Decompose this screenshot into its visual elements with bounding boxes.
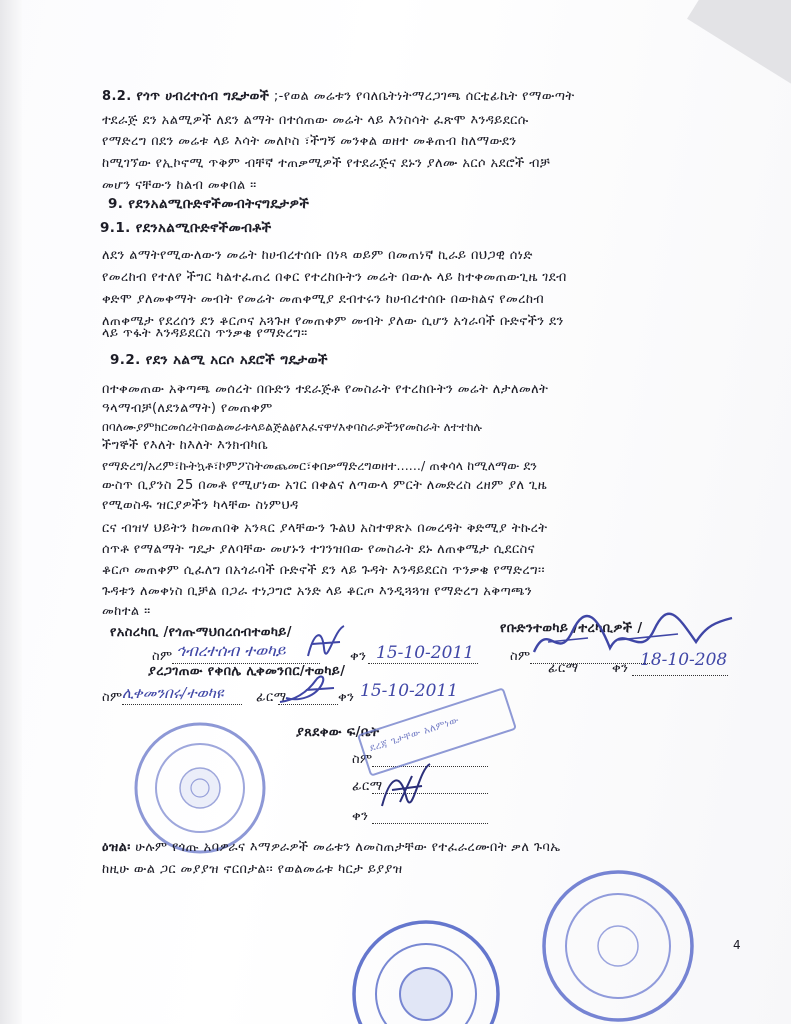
sec-9-2-para2-line-2: ሰጥቶ የማልማት ግዴታ ያለባቸው መሆኑን ተገንዝበው የመስራት ደኑ ለጠቀሜታ ሲደርስና — [102, 542, 535, 557]
right-date-line — [632, 675, 728, 676]
sec-9-2-line-5: የማድረግ/አረም፣ኩትኳቶ፣ኮምፖስትመጨመር፣ቀበቃማድረግወዘተ....../ ጠቀሳላ ከሚለማው ደን — [102, 458, 537, 473]
verifier-title: ያረጋገጠው የቀበሌ ሊቀመንበር/ተወካይ/ — [148, 664, 346, 679]
court-stamp-text: ደረጃ ጌታቸው አለምነው — [368, 714, 461, 755]
verifier-date-label: ቀን — [338, 690, 355, 705]
sec-9-1-line-3: ቀድሞ ያለመቀማት መብት የመሬት መጠቀሚያ ደብተሩን ከሀብረተሰቡ በውክልና የመረከብ — [102, 292, 545, 307]
verifier-name-label: ስም — [102, 690, 123, 705]
sec-9-2-heading: 9.2. የደን አልሚ አርሶ አደሮች ግዴታወች — [110, 352, 328, 368]
sec-9-2-para2-line-3: ቆርጦ መጠቀም ሲፈለግ በአጎራባች ቡድኖች ደን ላይ ጉዳት እንዳይደርስ ጥንቃቄ የማድረግ፡፡ — [102, 563, 545, 578]
right-signatory-title: የቡድንተወካይ /ተረካቢዎች / — [500, 621, 643, 636]
sec-9-2-line-6: ውስጥ ቢያንስ 25 በመቶ የሚሆነው አገር በቀልና ለጣውላ ምርት ለመድረስ ረዘም ያለ ጊዜ — [102, 478, 547, 493]
approver-sign-label: ፊርማ — [352, 779, 383, 794]
sec-8-2-line-2: ተደራጅ ደን አልሚዎች ለደን ልማት በተሰጠው መሬት ላይ እንስሳት ፈጽሞ እንዳይደርሱ — [102, 113, 529, 128]
sec-9-1-line-2: የመረከብ የተለየ ችግር ካልተፈጠረ በቀር የተረከቡትን መሬት በውሉ ላይ ከተቀመጠውጊዜ ገደብ — [102, 270, 567, 285]
left-name-label: ስም — [152, 649, 173, 664]
right-sign-label: ፊርማ — [548, 661, 579, 676]
verifier-sign-label: ፊርማ — [256, 690, 287, 705]
sec-9-2-line-1: በተቀመጠው አቅጣጫ መሰረት በቡድን ተደራጅቶ የመስራት የተረከቡትን መሬት ለታለመለት — [102, 382, 549, 397]
verifier-sign-line — [278, 704, 338, 705]
sec-9-2-line-4: ችግኞች የእለት ከእለት እንክብካቤ — [102, 438, 269, 453]
sec-9-2-line-3: በባለሙያምክርመሰረትበወልመራቱላይልጅልፅየእፈናዋሃእቀባስራዎችንየመስራት ለተተከሉ — [102, 420, 483, 434]
sec-9-heading: 9. የደንአልሚቡድኖችመብትናግዴታዎች — [108, 196, 310, 212]
note-line-1 — [102, 840, 561, 855]
right-name-label: ስም — [510, 649, 531, 664]
sec-9-2-line-2: ዓላማብቻ(ለደንልማት) የመጠቀም — [102, 401, 273, 416]
approver-date-line — [372, 823, 488, 824]
sec-8-2-line-1 — [102, 89, 575, 104]
sec-9-2-para2-line-5: መከተል ። — [102, 604, 151, 619]
left-date-handwriting: 15-10-2011 — [376, 643, 475, 663]
approver-date-label: ቀን — [352, 809, 369, 824]
sec-9-1-line-1: ለደን ልማትየሚውለውን መሬት ከሀብረተሰቡ በነጻ ወይም በመጠነኛ ኪራይ በህጋዊ ሰነድ — [102, 248, 533, 263]
approver-name-label: ስም — [352, 752, 373, 767]
verifier-signature-mark — [276, 670, 338, 708]
approver-title: ያጸደቀው ፍ/ቤት — [296, 725, 380, 740]
note-label: ዕዝል፡ — [102, 840, 131, 855]
sec-9-2-line-7: የሚወስዱ ዝርያዎችን ካላቸው ስነምህዳ — [102, 498, 299, 513]
page-corner-fold — [687, 0, 791, 88]
sec-8-2-heading: 8.2. የጎጥ ሀብረተሰብ ግዴታወች — [102, 89, 270, 104]
note-line-2: ከዚሁ ውል ጋር መያያዝ ኖርበታል፡፡ የወልመሬቱ ካርታ ይያያዝ — [102, 862, 403, 877]
note-text-1: ሁሉም የጎጡ አባዎራና እማዎራዎች መሬቱን ለመስጠታቸው የተፈራረሙበት ቃለ ጉባኤ — [135, 840, 561, 855]
left-signatory-title: የአስረካቢ /የጎጡማህበረሰብተወካይ/ — [110, 625, 292, 640]
verifier-date-handwriting: 15-10-2011 — [360, 681, 459, 701]
office-round-seal-right — [536, 858, 696, 1024]
sec-9-2-para2-line-4: ጉዳቱን ለመቀነስ ቢቻል በጋራ ተነጋግሮ አንድ ላይ ቆርጦ እንዲጓጓዝ የማድረግ አቅጣጫን — [102, 584, 533, 599]
left-date-line — [368, 663, 478, 664]
sec-8-2-line-3: የማድረግ በደን መሬቱ ላይ እሳት መለኮስ ፣ችግኝ መንቀል ወዘተ መቆጠብ ከለማውደን — [102, 134, 517, 149]
page-number: 4 — [733, 938, 741, 952]
sec-8-2-text: ;-የወል መሬቱን የባለቤትነትማረጋገጫ ሰርቲፊኬት የማውጣት — [273, 89, 575, 104]
left-name-handwriting: ኅብረተሰብ ተወካይ — [176, 641, 286, 660]
verifier-name-handwriting: ሊቀመንበሩ/ተወካዩ — [122, 684, 224, 702]
office-round-seal-bottom — [346, 910, 506, 1024]
kebele-round-seal — [130, 718, 270, 858]
verifier-name-line — [122, 704, 242, 705]
left-signature-mark — [300, 622, 350, 664]
sec-9-1-line-4: ለጠቀሜታ የደረሰን ደን ቆርጦና አጓጉዞ የመጠቀም መብት ያለው ሲሆን አጎራባች ቡድኖችን ደን — [102, 314, 564, 329]
sec-9-2-para2-line-1: ርና ብዝሃ ህይትን ከመጠበቅ አንጻር ያላቸውን ጉልህ አስተዋጽኦ በመረዳት ቅድሚያ ትኩረት — [102, 521, 548, 536]
sec-8-2-line-5: መሆን ናቸውን ከልብ መቀበል ። — [102, 178, 257, 193]
sec-8-2-line-4: ከሚገኘው የኢኮኖሚ ጥቅም ብቸኛ ተጠቃሚዎች የተደራጅና ደኑን ያለሙ አርሶ አደሮች ብቻ — [102, 156, 551, 171]
right-date-label: ቀን — [612, 661, 629, 676]
sec-9-1-line-5: ላይ ጥፋት እንዳይደርስ ጥንቃቄ የማድረግ። — [102, 326, 308, 341]
page-edge-shadow — [0, 0, 22, 1024]
sec-9-1-heading: 9.1. የደንአልሚቡድኖችመብቶች — [100, 220, 272, 236]
right-date-handwriting: 18-10-208 — [640, 650, 728, 670]
left-date-label: ቀን — [350, 649, 367, 664]
